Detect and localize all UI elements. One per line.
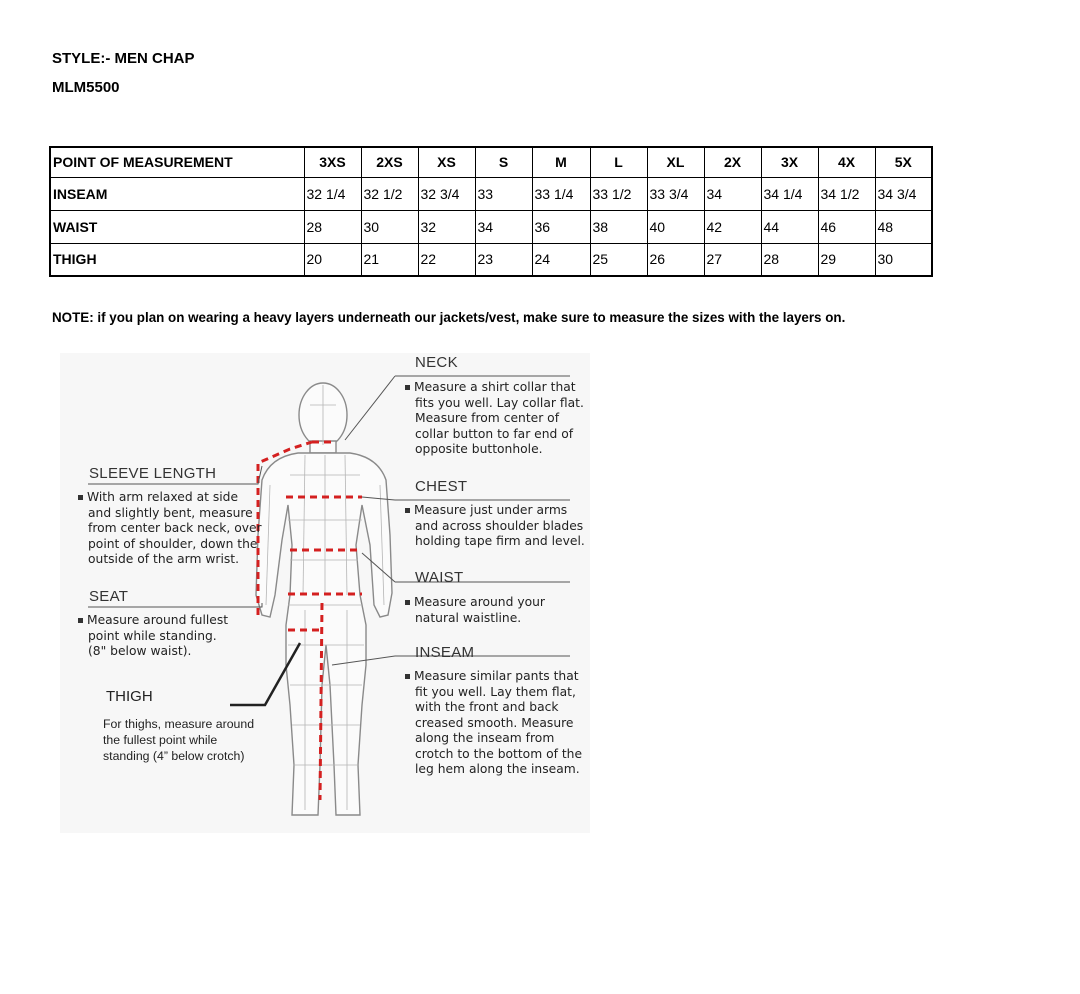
style-code: MLM5500: [52, 79, 120, 96]
table-cell: 38: [590, 210, 647, 243]
thigh-line-text: For thighs, measure around: [103, 717, 255, 731]
size-header: M: [532, 147, 590, 177]
size-header: 4X: [818, 147, 875, 177]
inseam-line-text: creased smooth. Measure: [415, 715, 574, 730]
inseam-line-text: leg hem along the inseam.: [415, 762, 580, 776]
table-cell: 22: [418, 243, 475, 276]
bullet-icon: [405, 600, 410, 605]
row-label: WAIST: [50, 210, 304, 243]
thigh-title: THIGH: [106, 688, 153, 705]
table-cell: 32 1/2: [361, 177, 418, 210]
table-cell: 34 1/4: [761, 177, 818, 210]
table-cell: 24: [532, 243, 590, 276]
size-header: L: [590, 147, 647, 177]
sleeve-line-text: from center back neck, over: [88, 521, 262, 535]
table-cell: 33 1/2: [590, 177, 647, 210]
table-header-row: [50, 147, 932, 177]
inseam-line-text: Measure similar pants that: [414, 669, 579, 683]
chest-title: CHEST: [415, 478, 468, 495]
table-cell: 28: [304, 210, 361, 243]
table-cell: 33 3/4: [647, 177, 704, 210]
neck-instructions: [405, 380, 584, 458]
waist-instructions: [405, 595, 545, 626]
table-cell: 25: [590, 243, 647, 276]
neck-line-text: opposite buttonhole.: [415, 442, 543, 456]
size-header: XS: [418, 147, 475, 177]
chest-instructions: [405, 503, 585, 550]
table-cell: 26: [647, 243, 704, 276]
row-label: THIGH: [50, 243, 304, 276]
size-header: S: [475, 147, 532, 177]
bullet-icon: [78, 618, 83, 623]
thigh-line-text: the fullest point while: [103, 733, 218, 747]
table-cell: 32 1/4: [304, 177, 361, 210]
chest-line-text: holding tape firm and level.: [415, 534, 585, 548]
layering-note: NOTE: if you plan on wearing a heavy layers underneath our jackets/vest, make sure to measure the sizes with the layers on.: [52, 310, 846, 325]
measurement-diagram: [0, 345, 1080, 845]
table-cell: 33 1/4: [532, 177, 590, 210]
bullet-icon: [78, 495, 83, 500]
seat-line-text: Measure around fullest: [87, 613, 229, 627]
seat-line-text: point while standing.: [88, 628, 217, 643]
bullet-icon: [405, 674, 410, 679]
table-cell: 32 3/4: [418, 177, 475, 210]
chest-line-text: Measure just under arms: [414, 503, 568, 517]
waist-line-text: Measure around your: [414, 595, 545, 609]
size-header: 5X: [875, 147, 932, 177]
table-cell: 30: [875, 243, 932, 276]
sleeve-line-text: and slightly bent, measure: [88, 505, 253, 520]
size-header: 3XS: [304, 147, 361, 177]
table-cell: 20: [304, 243, 361, 276]
table-cell: 21: [361, 243, 418, 276]
seat-instructions: [78, 613, 228, 660]
size-header: 2XS: [361, 147, 418, 177]
table-cell: 48: [875, 210, 932, 243]
header-point-of-measurement: POINT OF MEASUREMENT: [50, 147, 304, 177]
inseam-title: INSEAM: [415, 644, 475, 661]
neck-line-text: collar button to far end of: [415, 426, 574, 441]
inseam-line-text: crotch to the bottom of the: [415, 746, 583, 761]
table-cell: 33: [475, 177, 532, 210]
inseam-line-text: along the inseam from: [415, 731, 555, 745]
sleeve-instructions: [78, 490, 262, 568]
inseam-line-text: fit you well. Lay them flat,: [415, 684, 576, 699]
bullet-icon: [405, 508, 410, 513]
size-header: 2X: [704, 147, 761, 177]
table-cell: 32: [418, 210, 475, 243]
size-header: XL: [647, 147, 704, 177]
table-cell: 34 3/4: [875, 177, 932, 210]
seat-title: SEAT: [89, 588, 129, 605]
waist-title: WAIST: [415, 569, 464, 586]
table-cell: 28: [761, 243, 818, 276]
table-cell: 30: [361, 210, 418, 243]
sleeve-line-text: point of shoulder, down the: [88, 536, 258, 551]
table-cell: 42: [704, 210, 761, 243]
table-row-waist: [50, 210, 932, 243]
table-cell: 36: [532, 210, 590, 243]
size-header: 3X: [761, 147, 818, 177]
thigh-instructions: [103, 716, 254, 764]
bullet-icon: [405, 385, 410, 390]
table-row-inseam: [50, 177, 932, 210]
neck-line-text: Measure from center of: [415, 411, 560, 425]
style-title: STYLE:- MEN CHAP: [52, 50, 195, 67]
row-label: INSEAM: [50, 177, 304, 210]
table-cell: 40: [647, 210, 704, 243]
inseam-instructions: [405, 669, 582, 778]
waist-line-text: natural waistline.: [415, 610, 522, 625]
table-cell: 29: [818, 243, 875, 276]
sleeve-line-text: With arm relaxed at side: [87, 490, 239, 504]
table-cell: 23: [475, 243, 532, 276]
sleeve-title: SLEEVE LENGTH: [89, 465, 217, 482]
seat-line-text: (8" below waist).: [88, 644, 192, 658]
sleeve-line-text: outside of the arm wrist.: [88, 552, 240, 566]
neck-line-text: Measure a shirt collar that: [414, 380, 576, 394]
table-cell: 34: [704, 177, 761, 210]
inseam-line-text: with the front and back: [415, 700, 559, 714]
neck-title: NECK: [415, 354, 458, 371]
table-cell: 34: [475, 210, 532, 243]
table-cell: 27: [704, 243, 761, 276]
table-row-thigh: [50, 243, 932, 276]
chest-line-text: and across shoulder blades: [415, 518, 584, 533]
thigh-line-text: standing (4” below crotch): [103, 749, 245, 763]
size-chart-table: [49, 146, 933, 277]
neck-line-text: fits you well. Lay collar flat.: [415, 395, 584, 410]
table-cell: 34 1/2: [818, 177, 875, 210]
table-cell: 46: [818, 210, 875, 243]
table-cell: 44: [761, 210, 818, 243]
